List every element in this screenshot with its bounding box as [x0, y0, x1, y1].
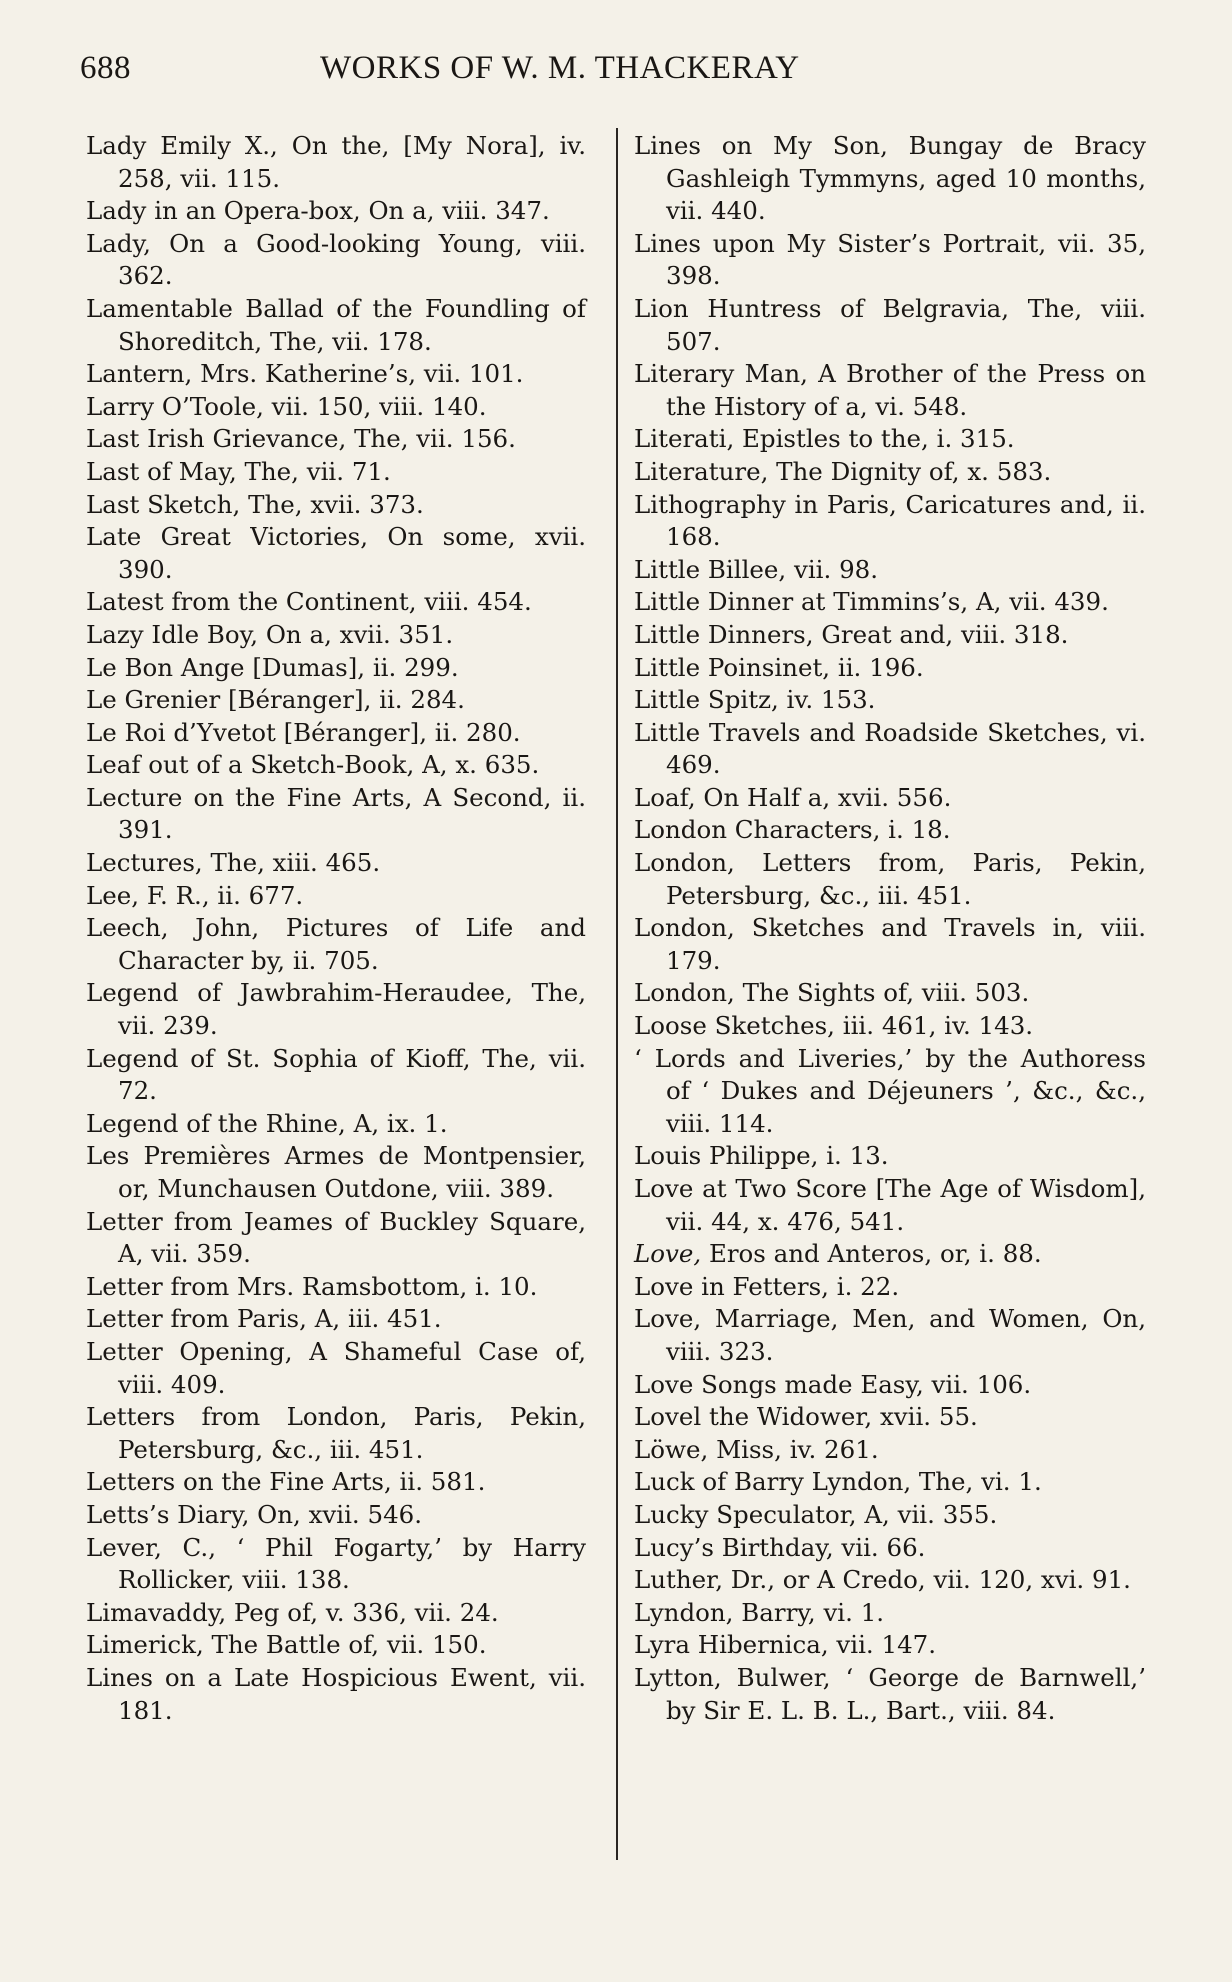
- index-entry: Löwe, Miss, iv. 261.: [634, 1434, 879, 1464]
- index-entry: Literary Man, A Brother of the Press on the History of a, vi. 548.: [634, 359, 1146, 421]
- index-entry: Lines on a Late Hospicious Ewent, vii. 181.: [86, 1662, 586, 1725]
- index-entry: Louis Philippe, i. 13.: [634, 1141, 889, 1171]
- index-entry: Lever, C., ‘ Phil Fogarty,’ by Harry Rollicker, viii. 138.: [86, 1532, 586, 1595]
- page-header: [80, 50, 1160, 94]
- index-entry: Lee, F. R., ii. 677.: [86, 880, 304, 910]
- index-entry: Loaf, On Half a, xvii. 556.: [634, 782, 952, 812]
- index-entry: Lovel the Widower, xvii. 55.: [634, 1402, 978, 1432]
- index-entry: Larry O’Toole, vii. 150, viii. 140.: [86, 391, 487, 421]
- index-entry: Love at Two Score [The Age of Wisdom], vii. 44, x. 476, 541.: [634, 1174, 1146, 1236]
- page-number: 688: [80, 50, 131, 86]
- index-entry: Little Poinsinet, ii. 196.: [634, 652, 924, 682]
- index-entry: Letts’s Diary, On, xvii. 546.: [86, 1499, 423, 1529]
- index-entry: Leaf out of a Sketch-Book, A, x. 635.: [86, 750, 540, 780]
- index-entry: Letter from Mrs. Ramsbottom, i. 10.: [86, 1271, 538, 1301]
- index-entry: Les Premières Armes de Montpensier, or, Munchausen Outdone, viii. 389.: [86, 1141, 586, 1203]
- index-entry: Legend of St. Sophia of Kioff, The, vii. 72.: [86, 1043, 586, 1106]
- index-entry: Lucy’s Birthday, vii. 66.: [634, 1532, 926, 1562]
- index-entry: Lyndon, Barry, vi. 1.: [634, 1597, 885, 1627]
- index-entry: Late Great Victories, On some, xvii. 390.: [86, 522, 586, 584]
- index-entry: Loose Sketches, iii. 461, iv. 143.: [634, 1011, 1034, 1041]
- index-entry: Love, Marriage, Men, and Women, On, viii. 323.: [634, 1304, 1146, 1366]
- index-entry: Little Spitz, iv. 153.: [634, 685, 876, 715]
- index-entry: Lazy Idle Boy, On a, xvii. 351.: [86, 619, 454, 649]
- entry-text: Eros and Anteros, or, i. 88.: [708, 1239, 1042, 1269]
- index-entry: Literati, Epistles to the, i. 315.: [634, 424, 1015, 454]
- index-entry: Lecture on the Fine Arts, A Second, ii. 391.: [86, 782, 586, 845]
- index-entry: Leech, John, Pictures of Life and Character by, ii. 705.: [86, 913, 586, 975]
- index-entry: London Characters, i. 18.: [634, 815, 951, 845]
- index-entry: Letter from Jeames of Buckley Square, A, vii. 359.: [86, 1206, 586, 1269]
- index-entry: Legend of the Rhine, A, ix. 1.: [86, 1108, 448, 1138]
- index-entry: Latest from the Continent, viii. 454.: [86, 587, 532, 617]
- index-entry: Last of May, The, vii. 71.: [86, 456, 391, 486]
- index-entry: Le Grenier [Béranger], ii. 284.: [86, 685, 465, 715]
- index-entry: Lines on My Son, Bungay de Bracy Gashleigh Tymmyns, aged 10 months, vii. 440.: [634, 131, 1146, 226]
- column-divider: [616, 128, 618, 1860]
- index-column-left: [86, 130, 586, 1727]
- index-entry: Love in Fetters, i. 22.: [634, 1271, 900, 1301]
- index-entry: London, Sketches and Travels in, viii. 179.: [634, 913, 1146, 975]
- index-entry: Lady, On a Good-looking Young, viii. 362.: [86, 228, 586, 291]
- index-entry: Little Dinner at Timmins’s, A, vii. 439.: [634, 587, 1109, 617]
- index-entry: Luck of Barry Lyndon, The, vi. 1.: [634, 1467, 1042, 1497]
- index-entry: Last Irish Grievance, The, vii. 156.: [86, 424, 516, 454]
- index-entry: London, Letters from, Paris, Pekin, Petersburg, &c., iii. 451.: [634, 848, 1146, 910]
- index-entry: [634, 1238, 1146, 1271]
- index-entry: Limerick, The Battle of, vii. 150.: [86, 1630, 487, 1660]
- index-entry: Little Dinners, Great and, viii. 318.: [634, 619, 1069, 649]
- index-column-right: [634, 130, 1146, 1727]
- index-entry: Lady in an Opera-box, On a, viii. 347.: [86, 196, 550, 226]
- index-entry: Letters from London, Paris, Pekin, Petersburg, &c., iii. 451.: [86, 1402, 586, 1464]
- index-entry: Lectures, The, xiii. 465.: [86, 848, 381, 878]
- index-entry: Le Bon Ange [Dumas], ii. 299.: [86, 652, 459, 682]
- index-entry: Lucky Speculator, A, vii. 355.: [634, 1499, 998, 1529]
- index-entry: Luther, Dr., or A Credo, vii. 120, xvi. 91.: [634, 1565, 1131, 1595]
- index-entry: Literature, The Dignity of, x. 583.: [634, 456, 1052, 486]
- index-entry: Little Travels and Roadside Sketches, vi. 469.: [634, 717, 1146, 780]
- index-entry: Lithography in Paris, Caricatures and, ii. 168.: [634, 489, 1146, 552]
- italic-keyword: Love,: [634, 1239, 702, 1269]
- index-entry: Limavaddy, Peg of, v. 336, vii. 24.: [86, 1597, 499, 1627]
- index-entry: Legend of Jawbrahim-Heraudee, The, vii. 239.: [86, 978, 586, 1041]
- index-entry: London, The Sights of, viii. 503.: [634, 978, 1030, 1008]
- index-entry: Letter Opening, A Shameful Case of, viii. 409.: [86, 1336, 586, 1399]
- index-entry: Letters on the Fine Arts, ii. 581.: [86, 1467, 486, 1497]
- running-title: WORKS OF W. M. THACKERAY: [320, 50, 800, 86]
- index-entry: Le Roi d’Yvetot [Béranger], ii. 280.: [86, 717, 521, 747]
- index-entry: Love Songs made Easy, vii. 106.: [634, 1369, 1032, 1399]
- index-entry: Lantern, Mrs. Katherine’s, vii. 101.: [86, 359, 524, 389]
- index-entry: Little Billee, vii. 98.: [634, 554, 879, 584]
- index-entry: Lines upon My Sister’s Portrait, vii. 35, 398.: [634, 228, 1146, 291]
- index-entry: ‘ Lords and Liveries,’ by the Authoress of ‘ Dukes and Déjeuners ’, &c., &c., viii. 114.: [634, 1043, 1146, 1138]
- index-entry: Lady Emily X., On the, [My Nora], iv. 258, vii. 115.: [86, 131, 586, 193]
- index-entry: Lion Huntress of Belgravia, The, viii. 507.: [634, 293, 1146, 356]
- index-entry: Lamentable Ballad of the Foundling of Shoreditch, The, vii. 178.: [86, 293, 586, 356]
- index-entry: Lytton, Bulwer, ‘ George de Barnwell,’ by Sir E. L. B. L., Bart., viii. 84.: [634, 1662, 1146, 1725]
- index-entry: Letter from Paris, A, iii. 451.: [86, 1304, 442, 1334]
- index-entry: Last Sketch, The, xvii. 373.: [86, 489, 424, 519]
- index-entry: Lyra Hibernica, vii. 147.: [634, 1630, 937, 1660]
